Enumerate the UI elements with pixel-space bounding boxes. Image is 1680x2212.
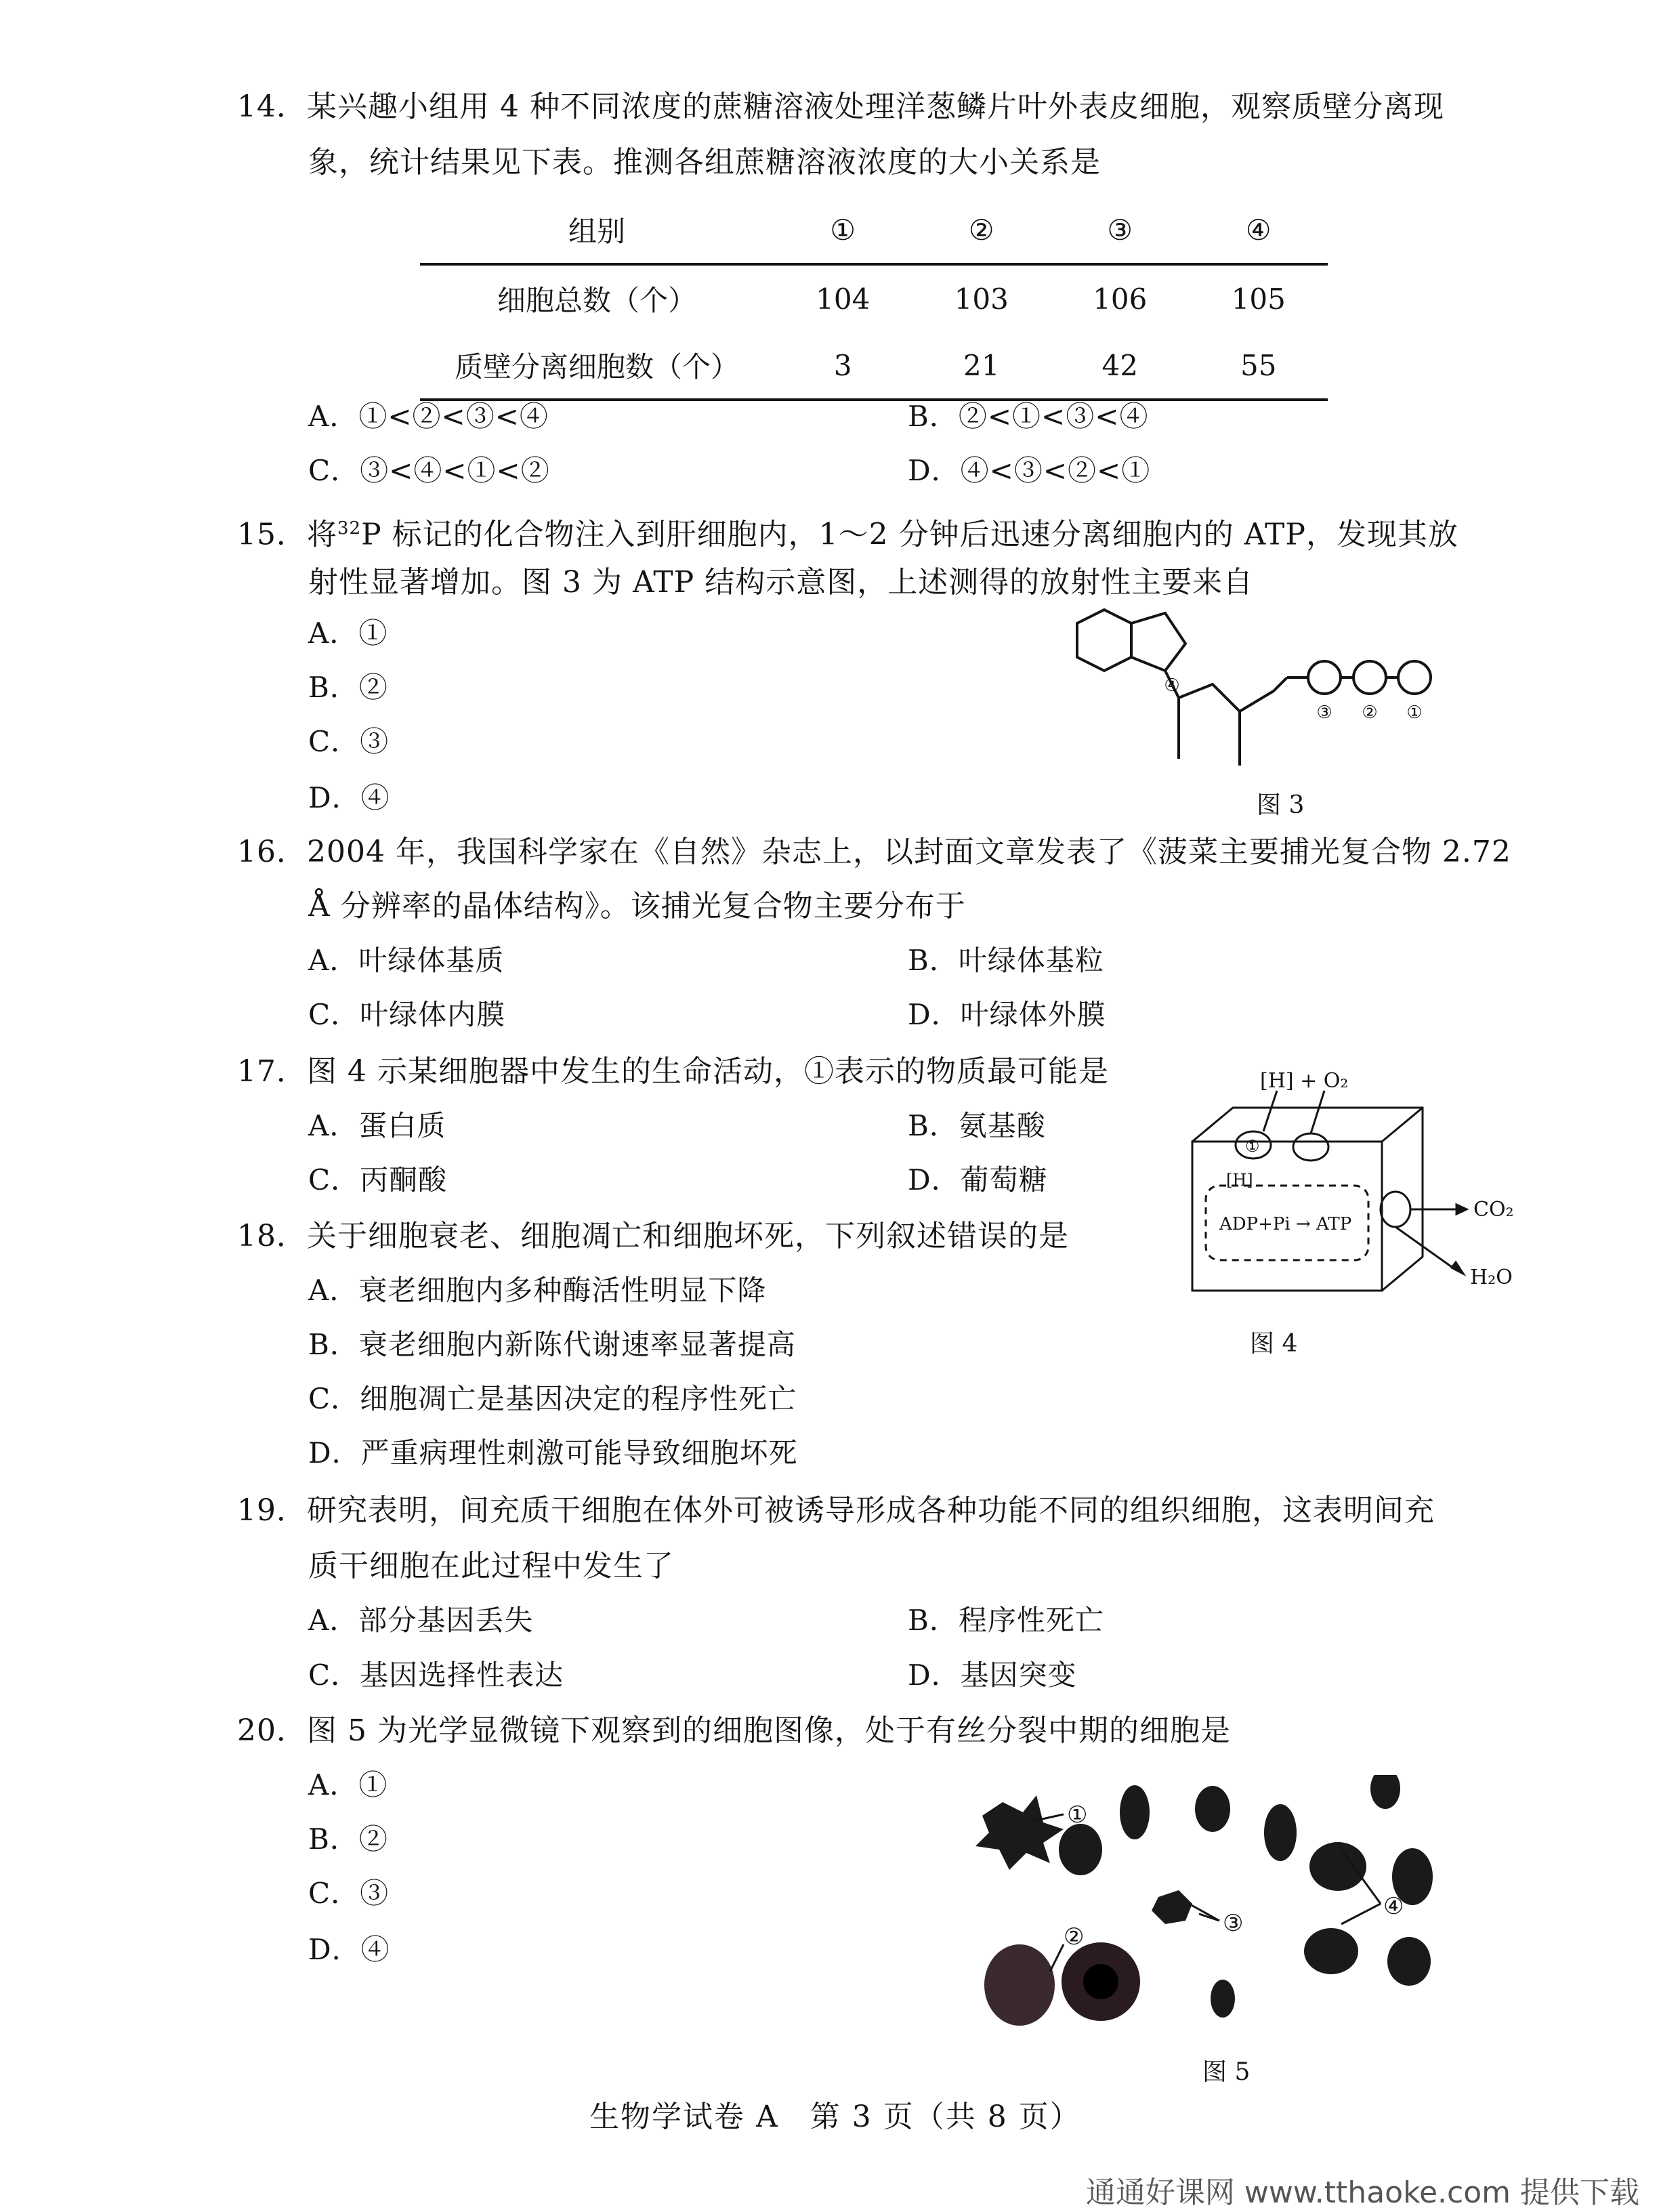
q19-stem-line2: 质干细胞在此过程中发生了 xyxy=(308,1549,674,1583)
cell-blob xyxy=(1309,1842,1366,1891)
table-header-cell: ④ xyxy=(1190,196,1328,264)
q17-option-d: D．葡萄糖 xyxy=(908,1163,1048,1196)
cell-4-interphase xyxy=(1304,1928,1358,1974)
table-header-row xyxy=(420,196,1328,264)
table-cell: 55 xyxy=(1190,332,1328,400)
q15-stem-line2: 射性显著增加。图 3 为 ATP 结构示意图，上述测得的放射性主要来自 xyxy=(308,565,1254,600)
table-header-cell: ① xyxy=(774,196,912,264)
figure-3-caption: 图 3 xyxy=(1257,791,1305,819)
h2o-label: H₂O xyxy=(1470,1266,1513,1289)
q18-option-b: B．衰老细胞内新陈代谢速率显著提高 xyxy=(308,1328,796,1361)
atp-label-2: ② xyxy=(1362,703,1378,723)
q17-option-b: B．氨基酸 xyxy=(908,1109,1046,1142)
organelle-top-label: [H] + O₂ xyxy=(1260,1069,1349,1093)
q16-stem-line1: 16．2004 年，我国科学家在《自然》杂志上，以封面文章发表了《菠菜主要捕光复合物 2.72 xyxy=(237,835,1511,869)
q16-option-a: A．叶绿体基质 xyxy=(308,944,505,977)
q14-option-c: C．③<④<①<② xyxy=(308,454,550,487)
table-header-cell: ③ xyxy=(1051,196,1190,264)
q15-option-c: C．③ xyxy=(308,725,390,758)
atp-label-4: ④ xyxy=(1164,675,1180,696)
table-header-cell: 组别 xyxy=(420,196,774,264)
table-cell: 42 xyxy=(1051,332,1190,400)
organelle-box-edges xyxy=(1192,1108,1423,1291)
purine-six-ring xyxy=(1077,610,1131,671)
q19-option-c: C．基因选择性表达 xyxy=(308,1658,564,1692)
table-cell: 21 xyxy=(912,332,1051,400)
q14-option-d: D．④<③<②<① xyxy=(908,454,1151,487)
q14-option-b: B．②<①<③<④ xyxy=(908,400,1149,433)
organelle-figure xyxy=(1152,1067,1531,1324)
q20-option-c: C．③ xyxy=(308,1877,390,1910)
q19-stem-line1: 19．研究表明，间充质干细胞在体外可被诱导形成各种功能不同的组织细胞，这表明间充 xyxy=(237,1493,1435,1528)
q15-superscript: 32 xyxy=(337,518,362,539)
purine-five-ring xyxy=(1131,613,1185,671)
organelle-label-1: ① xyxy=(1245,1137,1260,1156)
organelle-co2-circle xyxy=(1381,1192,1410,1227)
q19-option-b: B．程序性死亡 xyxy=(908,1604,1104,1637)
q20-option-d: D．④ xyxy=(308,1933,390,1966)
table-header-cell: ② xyxy=(912,196,1051,264)
cell-blob xyxy=(1211,1980,1235,2018)
q14-option-a: A．①<②<③<④ xyxy=(308,400,549,433)
atp-label-3: ③ xyxy=(1316,703,1332,723)
q16-option-b: B．叶绿体基粒 xyxy=(908,944,1104,977)
q15-stem-rest: P 标记的化合物注入到肝细胞内，1～2 分钟后迅速分离细胞内的 ATP，发现其放 xyxy=(361,517,1458,552)
table-cell: 105 xyxy=(1231,282,1286,316)
micrograph-figure xyxy=(962,1775,1450,2053)
organelle-o2-circle xyxy=(1293,1133,1328,1161)
q15-option-a: A．① xyxy=(308,617,388,650)
q18-option-c: C．细胞凋亡是基因决定的程序性死亡 xyxy=(308,1382,797,1415)
table-cell: 103 xyxy=(954,282,1009,316)
cell-blob xyxy=(1195,1786,1230,1832)
page-footer: 生物学试卷 A 第 3 页（共 8 页） xyxy=(589,2100,1081,2134)
q18-option-d: D．严重病理性刺激可能导致细胞坏死 xyxy=(308,1436,798,1469)
q14-stem-line2: 象，统计结果见下表。推测各组蔗糖溶液浓度的大小关系是 xyxy=(308,145,1101,180)
cell-blob xyxy=(1059,1824,1102,1875)
q18-option-a: A．衰老细胞内多种酶活性明显下降 xyxy=(308,1274,767,1307)
cell-blob xyxy=(1387,1937,1431,1986)
atp-structure-figure xyxy=(1036,603,1511,806)
cell-blob xyxy=(1120,1785,1150,1839)
cell-nucleus xyxy=(1083,1964,1118,1999)
table-row xyxy=(420,332,1328,400)
cell-3-metaphase xyxy=(1152,1890,1192,1924)
micrograph-label-3: ③ xyxy=(1223,1910,1244,1937)
table-cell: 104 xyxy=(816,282,870,316)
cell-1-metaphase xyxy=(975,1795,1064,1870)
q16-option-d: D．叶绿体外膜 xyxy=(908,998,1106,1031)
table-cell: 106 xyxy=(1093,282,1148,316)
q14-stem-line1: 14．某兴趣小组用 4 种不同浓度的蔗糖溶液处理洋葱鳞片叶外表皮细胞，观察质壁分离现 xyxy=(237,89,1444,124)
q19-option-a: A．部分基因丢失 xyxy=(308,1604,534,1637)
micrograph-label-4: ④ xyxy=(1383,1893,1404,1920)
q16-stem-line2: Å 分辨率的晶体结构》。该捕光复合物主要分布于 xyxy=(308,889,966,923)
q17-option-a: A．蛋白质 xyxy=(308,1109,446,1142)
q15-stem-prefix: 15．将 xyxy=(237,517,337,552)
q15-option-d: D．④ xyxy=(308,781,390,814)
table-cell: 细胞总数（个） xyxy=(497,284,696,317)
cell-blob xyxy=(1370,1775,1400,1809)
organelle-inner-h: [H] xyxy=(1226,1171,1253,1190)
q15-option-b: B．② xyxy=(308,671,388,704)
q20-stem-line1: 20．图 5 为光学显微镜下观察到的细胞图像，处于有丝分裂中期的细胞是 xyxy=(237,1713,1231,1748)
q17-stem-line1: 17．图 4 示某细胞器中发生的生命活动，①表示的物质最可能是 xyxy=(237,1054,1109,1089)
ribose-chain xyxy=(1165,671,1287,711)
cell-blob xyxy=(1264,1804,1297,1861)
table-cell: 质壁分离细胞数（个） xyxy=(420,332,774,400)
q14-table xyxy=(420,196,1328,401)
q15-stem-line1 xyxy=(237,508,1458,556)
phosphate-circle-2 xyxy=(1353,661,1386,694)
q20-option-b: B．② xyxy=(308,1822,388,1856)
q19-option-d: D．基因突变 xyxy=(908,1658,1077,1692)
figure-4-caption: 图 4 xyxy=(1250,1330,1298,1358)
co2-label: CO₂ xyxy=(1473,1198,1514,1222)
q16-option-c: C．叶绿体内膜 xyxy=(308,998,506,1031)
q18-stem-line1: 18．关于细胞衰老、细胞凋亡和细胞坏死，下列叙述错误的是 xyxy=(237,1219,1069,1253)
adp-atp-text: ADP+Pi → ATP xyxy=(1219,1214,1352,1234)
figure-5-caption: 图 5 xyxy=(1202,2058,1251,2086)
watermark: 通通好课网 www.tthaoke.com 提供下载 xyxy=(1085,2175,1639,2210)
phosphate-circle-3 xyxy=(1398,661,1431,694)
q17-option-c: C．丙酮酸 xyxy=(308,1163,448,1196)
cell-2-prophase xyxy=(984,1944,1055,2026)
table-cell: 3 xyxy=(774,332,912,400)
q20-option-a: A．① xyxy=(308,1768,388,1801)
micrograph-label-1: ① xyxy=(1067,1801,1088,1829)
micrograph-label-2: ② xyxy=(1064,1923,1085,1950)
phosphate-circle-1 xyxy=(1308,661,1341,694)
atp-label-1: ① xyxy=(1406,703,1423,723)
table-row xyxy=(420,264,1328,332)
